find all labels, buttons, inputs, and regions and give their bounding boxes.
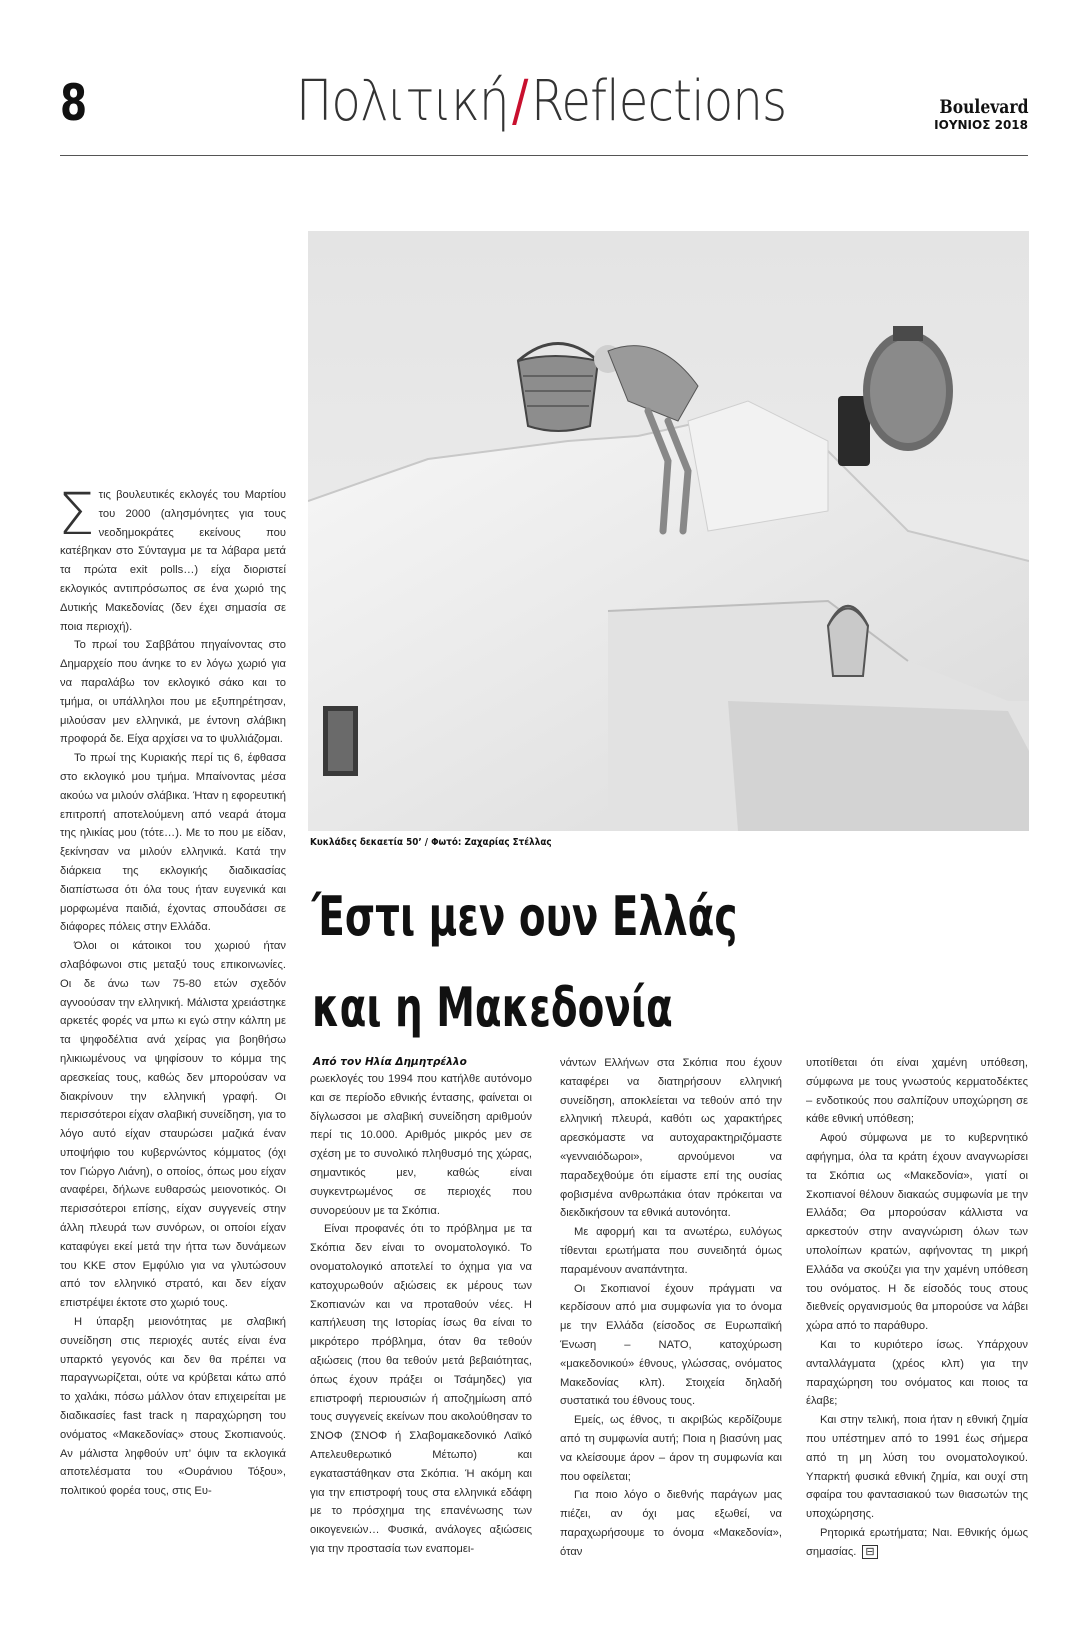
paragraph: Εμείς, ως έθνος, τι ακριβώς κερδίζουμε από τη συμφωνία αυτή; Ποια η βιασύνη μας να κλείσουμε άρον – άρον τη συμφωνία και που οφείλεται; (560, 1414, 782, 1483)
paragraph: Η ύπαρξη μειονότητας με σλαβική συνείδηση στις περιοχές αυτές είναι ένα υπαρκτό γεγονός και δεν θα πρέπει να παραγνωρίζεται, ούτε να κρύβεται κάτω από το χαλάκι, πόσω μάλλον όταν επιχειρείται με διαδικασίες fast track η παραχώρηση του ονόματος «Μακεδονίας» στους Σκοπιανούς. Αν μάλιστα ληφθούν υπ’ όψιν τα εκλογικά αποτελέσματα του «Ουράνιου Τόξου», πολιτικού φορέα τους, στις Ευ- (60, 1316, 286, 1498)
last-paragraph-text: Ρητορικά ερωτήματα; Ναι. Εθνικής όμως σημασίας. (806, 1526, 1028, 1558)
headline-line-1: Έστι μεν ουν Ελλάς (312, 885, 738, 948)
paragraph: Και στην τελική, ποια ήταν η εθνική ζημία που υπέστημεν από το 1991 έως σήμερα από τη μη λύση του ονοματολογικού. Υπαρκτή φυσικά εθνική ζημία, και ουχί στη σφαίρα του φαντασιακού των θιασωτών της υποχώρησης. (806, 1414, 1028, 1521)
section-title (296, 69, 787, 134)
header-rule (60, 155, 1028, 156)
paragraph: Με αφορμή και τα ανωτέρω, ευλόγως τίθενται ερωτήματα που συνειδητά όμως παραμένουν αναπάντητα. (560, 1226, 782, 1276)
article-column-3 (560, 1054, 782, 1562)
paragraph: νάντων Ελλήνων στα Σκόπια που έχουν καταφέρει να διατηρήσουν ελληνική συνείδηση, αποκλείεται να τεθούν από την ελληνική πλευρά, καθότι ως χαρακτήρες αρεσκόμαστε να αυτοχαρακτηριζόμαστε «γενναιόδωροι», αρνούμενοι να παραδεχθούμε ότι είμαστε επί της ουσίας φοβισμένα ανθρωπάκια όταν πρόκειται να διεκδικήσουν τα εθνικά αυτονόητα. (560, 1057, 782, 1220)
page-number: 8 (60, 74, 88, 132)
publication-name: Boulevard (939, 96, 1028, 118)
article-column-1 (58, 480, 286, 1501)
article-byline: Από τον Ηλία Δημητρέλλο (313, 1056, 467, 1068)
paragraph: Είναι προφανές ότι το πρόβλημα με τα Σκόπια δεν είναι το ονοματολογικό. Το ονοματολογικό αποτελεί το όχημα για να κατοχυρωθούν αξιώσεις εκ μέρους των Σκοπιανών και να προταθούν νέες. Η καπήλευση της Ιστορίας ίσως θα είναι το μικρότερο πρόβλημα, όταν θα τεθούν αξιώσεις (που θα τεθούν μετά βεβαιότητας, όπως έχουν πράξει οι Τσάμηδες) για επιστροφή περιουσιών ή αποζημίωση από τους συγγενείς εκείνων που ακολούθησαν το ΣΝΟΦ (ΣΝΟΦ ή Σλαβομακεδονικό Λαϊκό Απελευθερωτικό Μέτωπο) και εγκαταστάθηκαν στα Σκόπια. Ή ακόμη και για την επιστροφή τους στα ελληνικά εδάφη με το πρόσχημα της επανένωσης των οικογενειών… Φυσικά, ανάλογες αξιώσεις για την προστασία των εναπομει- (310, 1223, 532, 1555)
issue-date: ΙΟΥΝΙΟΣ 2018 (934, 118, 1028, 132)
headline-line-2: και η Μακεδονία (312, 975, 673, 1039)
article-column-2 (310, 1070, 532, 1559)
photo-illustration (308, 231, 1029, 831)
paragraph: Όλοι οι κάτοικοι του χωριού ήταν σλαβόφωνοι στις μεταξύ τους επικοινωνίες. Οι δε άνω των 75-80 ετών σχεδόν αγνοούσαν την ελληνική. Μάλιστα χρειάστηκε αρκετές φορές να μπω κι εγώ στην κάλπη με τα ψηφοδέλτια ανά χείρας για βοηθήσω ηλικιωμένους να ψηφίσουν το κόμμα της αρεσκείας τους, καθώς δεν μπορούσαν να διακρίνουν την ελληνική γραφή. Οι περισσότεροι είχαν σλαβική συνείδηση, για το λόγο αυτό είχαν σταυρώσει μαζικά έναν υποψήφιο του κυβερνώντος κόμματος (όχι τον Γιώργο Λιάνη), ο οποίος, όπως μου είχαν αναφέρει, δήλωνε ευθαρσώς μειονοτικός. Οι περισσότεροι επίσης, είχαν συγγενείς στην άλλη πλευρά των συνόρων, οι οποίοι είχαν καταφύγει εκεί μετά την ήττα των δυνάμεων του ΚΚΕ στον Εμφύλιο για να γλυτώσουν από τον ελληνικό στρατό, και δεν είχαν επιστρέψει έκτοτε στο χωριό τους. (60, 940, 286, 1310)
photo-caption: Κυκλάδες δεκαετία 50’ / Φωτό: Ζαχαρίας Στέλλας (310, 837, 552, 848)
paragraph: τις βουλευτικές εκλογές του Μαρτίου του 2000 (αλησμόνητες για τους νεοδημοκράτες εκείνους που κατέβηκαν στο Σύνταγμα με τα λάβαρα μετά τα πρώτα exit polls…) είχα διοριστεί εκλογικός αντιπρόσωπος σε ένα χωριό της Δυτικής Μακεδονίας (δεν έχει σημασία σε ποια περιοχή). (60, 489, 286, 633)
paragraph: Και το κυριότερο ίσως. Υπάρχουν ανταλλάγματα (χρέος κλπ) για την παραχώρηση του ονόματος και ποιος τα έλαβε; (806, 1338, 1028, 1408)
end-of-article-mark: ⊟ (862, 1545, 877, 1559)
publication-brand (920, 98, 1029, 131)
paragraph: Οι Σκοπιανοί έχουν πράγματι να κερδίσουν από μια συμφωνία για το όνομα με την Ελλάδα (είσοδος σε Ευρωπαϊκή Ένωση – ΝΑΤΟ, κατοχύρωση «μακεδονικού» έθνους, γλώσσας, ονόματος Μακεδονίας κλπ). Στοιχεία δηλαδή συστατικά του έθνους τους. (560, 1282, 782, 1408)
section-title-separator: / (512, 69, 528, 134)
paragraph: ρωεκλογές του 1994 που κατήλθε αυτόνομο και σε περίοδο εθνικής έντασης, φαίνεται οι δίγλωσσοι με σλαβική συνείδηση αριθμούν περί τις 10.000. Αριθμός μικρός μεν σε σχέση με το συνολικό πληθυσμό της χώρας, σημαντικός μεν, καθώς είναι συγκεντρωμένος σε περιοχές που συνορεύουν με τα Σκόπια. (310, 1073, 532, 1217)
article-headline (312, 872, 738, 1053)
section-title-greek: Πολιτική (296, 69, 509, 134)
drop-cap: Σ (58, 480, 95, 548)
column-3-paragraphs (560, 1054, 782, 1562)
paragraph: υποτίθεται ότι είναι χαμένη υπόθεση, σύμφωνα με τους γνωστούς κερματοδέκτες – ενδοτικούς που σαλπίζουν υποχώρηση σε κάθε εθνική υπόθεση; (806, 1057, 1028, 1126)
page-header (0, 0, 1080, 160)
paragraph: Αφού σύμφωνα με το κυβερνητικό αφήγημα, όλα τα κράτη έχουν αναγνωρίσει τα Σκόπια ως «Μακεδονία», γιατί οι Σκοπιανοί θέλουν διακαώς συμφωνία με την Ελλάδα; Θα μπορούσαν κάλλιστα να αρκεστούν στην αναγνώριση όλων των υπολοίπων κρατών, αφήνοντας τη μικρή Ελλάδα να σκούζει για την χαμένη υπόθεση του ονόματος. Η δε είσοδός τους στους διεθνείς οργανισμούς θα μπορούσε να λάβει χώρα από το παράθυρο. (806, 1132, 1028, 1333)
article-photo (308, 231, 1029, 831)
paragraph: Το πρωί του Σαββάτου πηγαίνοντας στο Δημαρχείο που άνηκε το εν λόγω χωριό για να παραλάβω τον εκλογικό σάκο και το τμήμα, οι υπάλληλοι που με εξυπηρέτησαν, μιλούσαν μεν ελληνικά, με έντονη σλάβικη προφορά δε. Είχα αρχίσει να το ψυλλιάζομαι. (60, 639, 286, 746)
paragraph (806, 1524, 1028, 1562)
column-2-paragraphs (310, 1070, 532, 1559)
column-4-paragraphs (806, 1054, 1028, 1562)
article-column-4 (806, 1054, 1028, 1562)
paragraph: Το πρωί της Κυριακής περί τις 6, έφθασα στο εκλογικό μου τμήμα. Μπαίνοντας μέσα ακούω να μιλούν σλάβικα. Ήταν η εφορευτική επιτροπή αποτελούμενη από νεαρά άτομα της ηλικίας μου (τότε…). Με το που με είδαν, ξεκίνησαν να μιλούν ελληνικά. Κατά την διάρκεια της εκλογικής διαδικασίας διαπίστωσα ότι όλα τους ήταν ευγενικά και μορφωμένα παιδιά, έχοντας σπουδάσει σε διάφορες πόλεις στην Ελλάδα. (60, 752, 286, 934)
paragraph: Για ποιο λόγο ο διεθνής παράγων μας πιέζει, αν όχι μας εξωθεί, να παραχωρήσουμε το όνομα «Μακεδονία», όταν (560, 1489, 782, 1558)
section-title-english: Reflections (530, 69, 787, 134)
column-1-paragraphs (58, 480, 286, 1501)
